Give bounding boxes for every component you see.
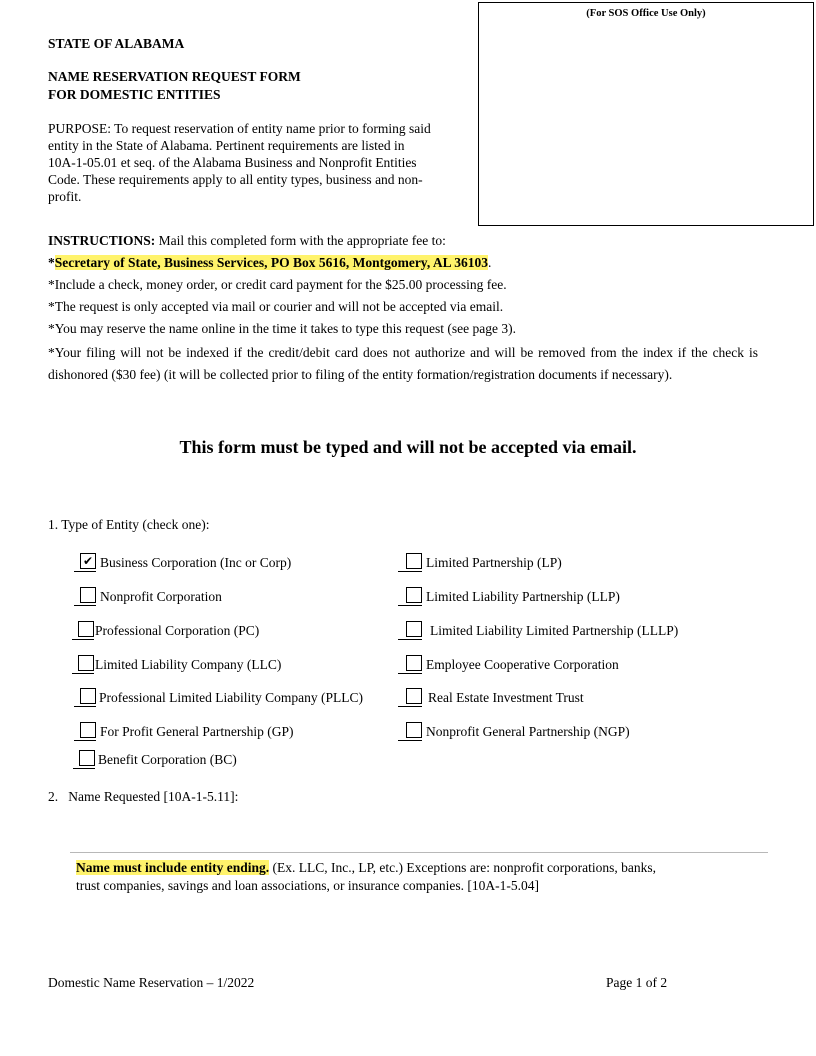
form-title-line1: NAME RESERVATION REQUEST FORM	[48, 69, 301, 84]
instructions-label: INSTRUCTIONS:	[48, 233, 156, 248]
purpose-line: PURPOSE: To request reservation of entity name prior to forming said	[48, 121, 431, 136]
option-label: Limited Liability Partnership (LLP)	[426, 589, 620, 604]
entity-option-llp[interactable]	[398, 585, 620, 606]
entity-option-nonprofit-corporation[interactable]	[74, 585, 222, 606]
name-input-line	[70, 852, 768, 853]
option-label: Limited Partnership (LP)	[426, 555, 562, 570]
entity-ending-text: (Ex. LLC, Inc., LP, etc.) Exceptions are: nonprofit corporations, banks,	[269, 860, 657, 875]
entity-option-reit[interactable]	[398, 686, 584, 707]
entity-option-business-corporation[interactable]	[74, 551, 291, 572]
purpose-line: 10A-1-05.01 et seq. of the Alabama Business and Nonprofit Entities	[48, 155, 417, 170]
checkbox[interactable]	[406, 587, 422, 603]
indexing-note: *Your filing will not be indexed if the credit/debit card does not authorize and will be removed from the index if the check is dishonored ($30 fee) (it will be collected prior to filing of the entity formation/registration documents if necessary).	[48, 345, 758, 382]
name-requested-field[interactable]	[76, 828, 766, 848]
entity-option-lllp[interactable]	[398, 619, 678, 640]
form-version: Domestic Name Reservation – 1/2022	[48, 975, 255, 990]
purpose-line: entity in the State of Alabama. Pertinent requirements are listed in	[48, 138, 405, 153]
checkbox[interactable]	[78, 655, 94, 671]
entity-type-label: 1. Type of Entity (check one):	[48, 517, 210, 532]
mailing-address: Secretary of State, Business Services, PO Box 5616, Montgomery, AL 36103	[54, 255, 488, 270]
entity-option-nonprofit-general-partnership[interactable]	[398, 720, 630, 741]
option-label: Employee Cooperative Corporation	[426, 657, 619, 672]
checkbox[interactable]	[406, 553, 422, 569]
name-requested-label: 2. Name Requested [10A-1-5.11]:	[48, 789, 239, 804]
instructions-intro	[48, 233, 446, 249]
form-title-line2: FOR DOMESTIC ENTITIES	[48, 87, 221, 102]
mailing-address-line	[48, 255, 491, 271]
checkbox[interactable]	[79, 750, 95, 766]
checkbox[interactable]	[80, 587, 96, 603]
checkbox[interactable]	[406, 621, 422, 637]
address-bullet: *	[48, 255, 55, 270]
checkbox[interactable]	[80, 688, 96, 704]
entity-option-benefit-corporation[interactable]	[73, 748, 237, 769]
entity-option-professional-corporation[interactable]	[72, 619, 259, 640]
payment-instruction: *Include a check, money order, or credit card payment for the $25.00 processing fee.	[48, 277, 507, 292]
address-period: .	[487, 255, 492, 270]
checkbox[interactable]	[406, 655, 422, 671]
checkbox[interactable]: ✔	[80, 553, 96, 569]
checkbox[interactable]	[406, 688, 422, 704]
option-label: Professional Corporation (PC)	[95, 623, 260, 638]
option-label: Professional Limited Liability Company (PLLC)	[99, 690, 363, 705]
typed-notice: This form must be typed and will not be accepted via email.	[179, 437, 637, 457]
state-heading: STATE OF ALABAMA	[48, 36, 185, 51]
entity-option-general-partnership[interactable]	[74, 720, 293, 741]
option-label: Benefit Corporation (BC)	[98, 752, 237, 767]
checkbox[interactable]	[80, 722, 96, 738]
option-label: Nonprofit Corporation	[100, 589, 222, 604]
entity-option-employee-cooperative[interactable]	[398, 653, 619, 674]
option-label: Business Corporation (Inc or Corp)	[100, 555, 292, 570]
purpose-paragraph	[48, 120, 470, 205]
page-number: Page 1 of 2	[606, 975, 668, 990]
option-label: Limited Liability Company (LLC)	[95, 657, 282, 672]
purpose-line: Code. These requirements apply to all entity types, business and non-	[48, 172, 423, 187]
office-use-label: (For SOS Office Use Only)	[586, 8, 706, 19]
entity-ending-highlight: Name must include entity ending.	[76, 860, 270, 875]
entity-ending-text-line2: trust companies, savings and loan associations, or insurance companies. [10A-1-5.04]	[76, 878, 540, 893]
option-label: For Profit General Partnership (GP)	[100, 724, 294, 739]
instructions-text: Mail this completed form with the appropriate fee to:	[155, 233, 446, 248]
checkbox[interactable]	[406, 722, 422, 738]
option-label: Nonprofit General Partnership (NGP)	[426, 724, 630, 739]
mail-only-instruction: *The request is only accepted via mail or courier and will not be accepted via email.	[48, 299, 504, 314]
entity-option-pllc[interactable]	[74, 686, 363, 707]
office-use-box	[478, 2, 814, 226]
purpose-line: profit.	[48, 189, 82, 204]
option-label: Real Estate Investment Trust	[428, 690, 584, 705]
entity-option-limited-partnership[interactable]	[398, 551, 562, 572]
entity-option-llc[interactable]	[72, 653, 281, 674]
entity-ending-note	[76, 859, 756, 895]
online-instruction: *You may reserve the name online in the time it takes to type this request (see page 3).	[48, 321, 517, 336]
option-label: Limited Liability Limited Partnership (LLLP)	[430, 623, 679, 638]
checkbox[interactable]	[78, 621, 94, 637]
